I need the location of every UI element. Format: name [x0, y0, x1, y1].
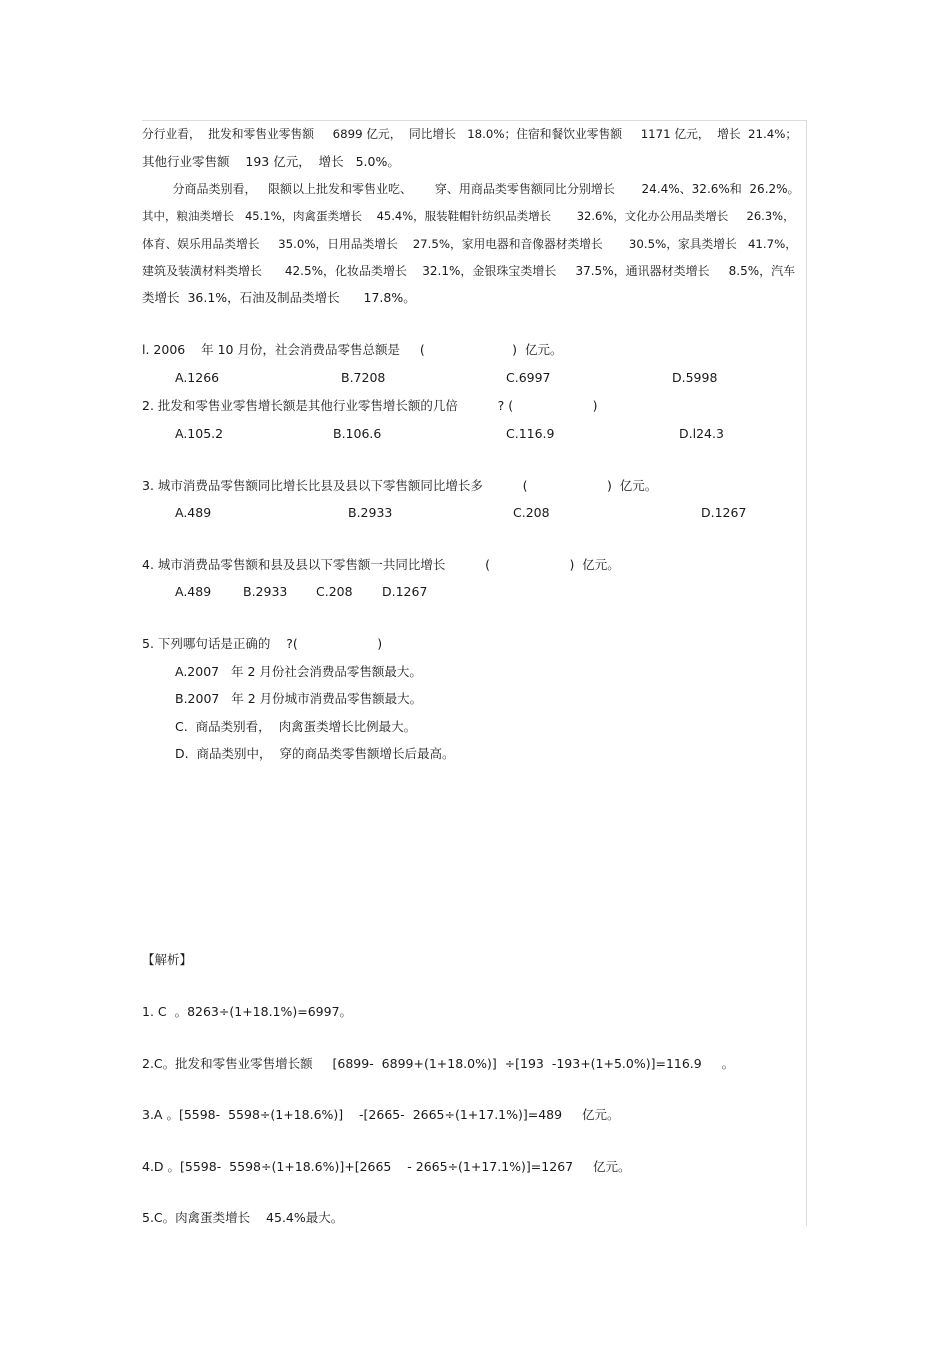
option-a: A.105.2 — [175, 426, 224, 441]
option-a: A.489 — [175, 505, 212, 520]
option-c: C.208 — [316, 584, 353, 599]
option-a: A.1266 — [175, 370, 220, 385]
option-c: C.116.9 — [506, 426, 555, 441]
option-d: D.1267 — [382, 584, 428, 599]
question-options — [175, 370, 795, 386]
option-d: D. 商品类别中， 穿的商品类零售额增长后最高。 — [175, 746, 455, 761]
passage-line: 分商品类别看， 限额以上批发和零售业吃、 穿、用商品类零售额同比分别增长 24.4%、32.6%和 26.2%。 — [142, 182, 800, 196]
option-d: D.1267 — [701, 505, 747, 520]
question-stem: l. 2006 年 10 月份，社会消费品零售总额是 ( ) 亿元。 — [142, 342, 563, 357]
option-b: B.2933 — [243, 584, 288, 599]
passage-line: 体育、娱乐用品类增长 35.0%，日用品类增长 27.5%，家用电器和音像器材类增长 30.5%，家具类增长 41.7%， — [142, 237, 798, 251]
analysis-item: 3.A 。[5598- 5598÷(1+18.6%)] -[2665- 2665÷(1+17.1%)]=489 亿元。 — [142, 1107, 620, 1122]
passage-line: 分行业看， 批发和零售业零售额 6899 亿元， 同比增长 18.0%；住宿和餐饮业零售额 1171 亿元， 增长 21.4%； — [142, 127, 798, 141]
document-page — [142, 121, 806, 1226]
option-d: D.5998 — [672, 370, 718, 385]
analysis-item: 1. C 。8263÷(1+18.1%)=6997。 — [142, 1004, 353, 1019]
option-d: D.l24.3 — [679, 426, 724, 441]
option-b: B.2007 年 2 月份城市消费品零售额最大。 — [175, 691, 423, 706]
option-a: A.489 — [175, 584, 212, 599]
question-stem: 2. 批发和零售业零售增长额是其他行业零售增长额的几倍 ? ( ) — [142, 398, 598, 413]
passage-line: 建筑及装潢材料类增长 42.5%，化妆品类增长 32.1%，金银珠宝类增长 37.5%，通讯器材类增长 8.5%，汽车 — [142, 264, 796, 278]
question-stem: 3. 城市消费品零售额同比增长比县及县以下零售额同比增长多 ( ) 亿元。 — [142, 478, 658, 493]
analysis-heading: 【解析】 — [142, 952, 193, 967]
analysis-item: 2.C。批发和零售业零售增长额 [6899- 6899+(1+18.0%)] ÷[193 -193+(1+5.0%)]=116.9 。 — [142, 1056, 735, 1071]
option-c: C. 商品类别看， 肉禽蛋类增长比例最大。 — [175, 719, 417, 734]
option-b: B.7208 — [341, 370, 386, 385]
option-b: B.2933 — [348, 505, 393, 520]
analysis-item: 4.D 。[5598- 5598÷(1+18.6%)]+[2665 - 2665÷(1+17.1%)]=1267 亿元。 — [142, 1159, 631, 1174]
passage-line: 类增长 36.1%，石油及制品类增长 17.8%。 — [142, 290, 416, 305]
question-stem: 5. 下列哪句话是正确的 ?( ) — [142, 636, 383, 651]
question-options — [175, 505, 795, 521]
option-b: B.106.6 — [333, 426, 382, 441]
analysis-item: 5.C。肉禽蛋类增长 45.4%最大。 — [142, 1210, 344, 1225]
option-a: A.2007 年 2 月份社会消费品零售额最大。 — [175, 664, 422, 679]
question-stem: 4. 城市消费品零售额和县及县以下零售额一共同比增长 ( ) 亿元。 — [142, 557, 620, 572]
option-c: C.208 — [513, 505, 550, 520]
question-options — [175, 426, 795, 442]
passage-line: 其他行业零售额 193 亿元， 增长 5.0%。 — [142, 154, 400, 169]
question-options — [175, 584, 795, 600]
page-right-border — [806, 120, 807, 1226]
passage-line: 其中，粮油类增长 45.1%，肉禽蛋类增长 45.4%，服装鞋帽针纺织品类增长 32.6%，文化办公用品类增长 26.3%， — [142, 209, 795, 223]
option-c: C.6997 — [506, 370, 551, 385]
